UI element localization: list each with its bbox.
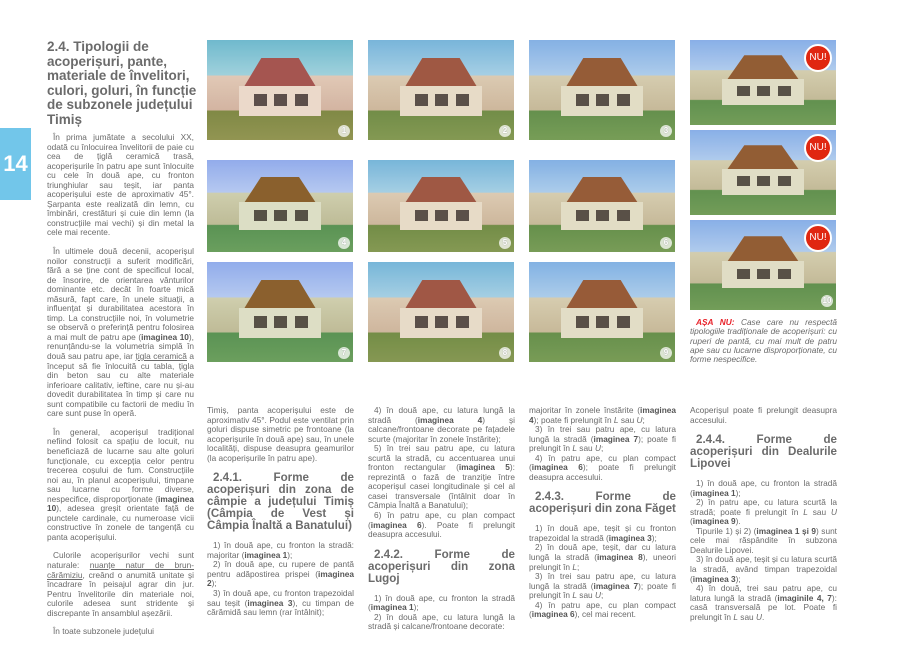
list-item: 3) în trei sau patru ape, cu latura lungă la stradă (imaginea 7); poate fi prelungit în L sau U;: [529, 571, 677, 601]
image-reference: imaginea 1: [370, 602, 414, 613]
house-photo-5: [368, 160, 514, 252]
emphasis: U: [830, 506, 837, 517]
bad-example-photo: [690, 40, 836, 125]
photo-number: 6: [660, 237, 672, 249]
image-reference: imaginea 7: [593, 433, 639, 444]
list-item: 4) în două, trei sau patru ape, cu latura lungă la stradă (imaginile 4, 7): casă transversală pe lot. Poate fi prelungit în L sau U.: [690, 583, 837, 622]
list-item: 4) în patru ape, cu plan compact (imaginea 6), cel mai recent.: [529, 599, 676, 620]
section-title: 2.4. Tipologii de acoperișuri, pante, materiale de învelitori, culori, goluri, în funcție de subzonele județului Timiș: [47, 39, 197, 127]
photo-number: 8: [499, 347, 511, 359]
list-item: majoritar în zonele înstărite (imaginea 4); poate fi prelungit în L sau U;: [529, 405, 676, 425]
paragraph: În general, acoperișul tradițional nefiind folosit ca spațiu de locuit, nu beneficiază de lucarne sau alte goluri funcționale, cu excepția celor pentru trecerea coșului de fum. Construcțiile noi au, în planul acoperișului, timpane sau lucarne cu forme diverse, nespecifice, disproporționate (imaginea 10), adesea greșit orientate față de punctele cardinale, cu numeroase vicii constructive în zonele de tangență cu panta acoperișului.: [47, 426, 194, 542]
image-reference: imaginea 8: [597, 552, 643, 563]
emphasis: U: [636, 414, 643, 425]
emphasis: L: [803, 506, 808, 517]
paragraph: În ultimele două decenii, acoperișul noilor construcții a suferit modificări, fără a se ține cont de specificul local, de însorire, de orientarea vânturilor dominante etc. decât în foarte mică măsură, fapt care, în unele situații, a influențat și durabilitatea acestora în timp. La construcțiile noi, în volumetrie se observă o preferință pentru folosirea a mai mult de patru ape (imaginea 10), renunțându-se la volumetria simplă în două sau patru ape, iar țigla ceramică a început să fie înlocuită cu tabla, țigla din beton sau cu alte materiale inferioare calitativ, ieftine, care nu și-au dovedit durabilitatea în timp și care nu sunt compatibile cu factorii de mediu în care sunt puse în operă.: [47, 246, 195, 419]
house-photo-1: [207, 40, 353, 140]
image-reference: imaginea 6: [531, 609, 575, 620]
list-item: Tipurile 1) și 2) (imaginea 1 și 9) sunt cele mai răspândite în subzona Dealurile Lipovei.: [690, 525, 837, 555]
image-reference: imaginea 3: [247, 597, 293, 608]
image-reference: imaginea 3: [608, 532, 652, 543]
subsection-heading: 2.4.3. Forme de acoperișuri din zona Făget: [529, 490, 676, 516]
nu-badge: NU!: [804, 134, 832, 162]
house-photo-9: [529, 262, 675, 362]
list-item: 6) în patru ape, cu plan compact (imaginea 6). Poate fi prelungit deasupra accesului.: [368, 510, 515, 540]
image-reference: imaginea 4: [417, 414, 483, 425]
photo-number: 1: [338, 125, 350, 137]
list-item: 2) în două ape, teșit, dar cu latura lungă la stradă (imaginea 8), uneori prelungit în L;: [529, 542, 677, 572]
house-photo-7: [207, 262, 353, 362]
photo-number: 9: [660, 347, 672, 359]
paragraph: În prima jumătate a secolului XX, odată cu înlocuirea învelitorii de paie cu cea de țiglă ceramică trasă, acoperișurile în patru ape sunt înlocuite cu cele în două ape, cu fronton triunghiular sau teșit, iar panta acoperișului este de aproximativ 45°. Șarpanta este realizată din lemn, cu îmbinări, crestături și cuie din lemn (la construcțiile mai vechi) și din metal la cele mai recente.: [47, 132, 194, 238]
subsection-heading: 2.4.2. Forme de acoperișuri din zona Lugoj: [368, 547, 515, 585]
image-reference: imaginea 1 și 9: [756, 525, 817, 536]
text-column-1: [47, 133, 194, 646]
image-reference: imaginea 3: [692, 573, 736, 584]
page-number-tab: [0, 128, 31, 200]
image-reference: imaginea 2: [207, 568, 354, 589]
image-reference: imaginea 6: [370, 519, 422, 530]
image-reference: imaginea 4: [529, 405, 676, 425]
image-reference: imaginea 7: [593, 580, 639, 591]
emphasis: L: [613, 414, 619, 425]
paragraph: În toate subzonele județului: [53, 626, 155, 637]
image-reference: imaginea 5: [458, 462, 510, 473]
list-item: 4) în două ape, cu latura lungă la stradă (imaginea 4) și calcane/frontoane decorate pe fațadele scurte (majoritar în zonele înstărite);: [368, 405, 515, 444]
list-item: 1) în două ape, cu fronton la stradă (imaginea 1);: [368, 592, 515, 613]
emphasis: L: [572, 590, 577, 601]
photo-number: 7: [338, 347, 350, 359]
photo-number: 10: [822, 296, 832, 305]
image-reference: imaginea 6: [531, 462, 583, 473]
list-item: 2) în două ape, cu rupere de pantă pentru adăpostirea prispei (imaginea 2);: [207, 559, 354, 589]
emphasis: U: [594, 590, 601, 601]
image-reference: imaginea 1: [692, 487, 736, 498]
image-reference: imaginea 10: [47, 493, 194, 514]
list-item: 1) în două ape, cu fronton la stradă (imaginea 1);: [690, 478, 837, 498]
emphasis: U: [594, 443, 601, 454]
bad-example-photo: [690, 130, 836, 215]
list-item: 2) în patru ape, cu latura scurtă la stradă; poate fi prelungit în L sau U (imaginea 9).: [690, 497, 837, 527]
nu-badge: NU!: [804, 224, 832, 252]
page-number: 14: [3, 151, 28, 176]
subsection-heading: 2.4.1. Forme de acoperișuri din zona de câmpie a județului Timiș (Câmpia de Vest și Câmpia Înaltă a Banatului): [207, 471, 354, 533]
text-column-4: [529, 406, 676, 620]
photo-number: 2: [499, 125, 511, 137]
list-item: 3) în două ape, teșit și cu latura scurtă la stradă, având timpan trapezoidal (imaginea 3);: [690, 554, 837, 584]
image-reference: imaginile 4, 7: [777, 592, 832, 603]
paragraph: Timiș, panta acoperișului este de aproximativ 45°. Podul este ventilat prin goluri dispuse simetric pe frontoane (la acoperișurile în două ape) sau, în unele localități, dispuse deasupra geamurilor (la acoperișurile în patru ape).: [207, 405, 354, 463]
emphasis: L: [733, 611, 738, 622]
photo-number: 4: [338, 237, 350, 249]
emphasis: U: [755, 611, 762, 622]
photo-number: 3: [660, 125, 672, 137]
house-photo-4: [207, 160, 353, 252]
list-item: 3) în două ape, cu fronton trapezoidal sau teșit (imaginea 3), cu timpan de cărămidă sau lemn (rar întâlnit);: [207, 588, 355, 618]
bad-example-caption: [690, 318, 837, 364]
list-item: Acoperișul poate fi prelungit deasupra accesului.: [690, 405, 837, 425]
emphasis: nuanțe natur de brun-cărămiziu: [47, 559, 194, 580]
paragraph: Culorile acoperișurilor vechi sunt naturale: nuanțe natur de brun-cărămiziu, creând o anumită unitate și încadrare în peisajul agrar din jur. Pentru învelitorile din materiale noi, culorile adesea sunt stridente și discrepante în ansamblul așezării.: [47, 550, 194, 618]
house-photo-6: [529, 160, 675, 252]
caption-lead: AȘA NU:: [696, 317, 735, 327]
image-reference: imaginea 1: [244, 549, 288, 560]
list-item: 4) în patru ape, cu plan compact (imaginea 6); poate fi prelungit deasupra accesului.: [529, 452, 676, 482]
text-column-2: [207, 406, 354, 618]
nu-badge: NU!: [804, 44, 832, 72]
house-photo-8: [368, 262, 514, 362]
image-reference: imaginea 9: [692, 516, 736, 527]
list-item: 1) în două ape, cu fronton la stradă: majoritar (imaginea 1);: [207, 540, 354, 560]
emphasis: țigla ceramică: [135, 351, 187, 362]
caption-text: Case care nu respectă tipologiile tradiționale de acoperișuri: cu ruperi de pantă, cu mai mult de patru ape sau cu lucarne disproporționate, cu forme nespecifice.: [690, 317, 837, 365]
subsection-heading: 2.4.4. Forme de acoperișuri din Dealurile Lipovei: [690, 433, 837, 471]
house-photo-3: [529, 40, 675, 140]
emphasis: L: [572, 443, 577, 454]
list-item: 3) în trei sau patru ape, cu latura lungă la stradă (imaginea 7); poate fi prelungit în L sau U;: [529, 424, 677, 454]
list-item: 2) în două ape, cu latura lungă la stradă și calcane/frontoane decorate:: [368, 611, 515, 632]
text-column-3: [368, 406, 515, 632]
photo-number: 5: [499, 237, 511, 249]
bad-example-photo: [690, 220, 836, 310]
list-item: 5) în trei sau patru ape, cu latura scurtă la stradă, cu accentuarea unui fronton rectangular (imaginea 5): reprezintă o fază de tranziție între acoperișul casei longitudinale și cel al casei transversale (întâlnit doar în Câmpia Înaltă a Banatului);: [368, 443, 515, 511]
list-item: 1) în două ape, teșit și cu fronton trapezoidal la stradă (imaginea 3);: [529, 523, 676, 543]
emphasis: L: [572, 561, 577, 572]
image-reference: imaginea 10: [141, 331, 189, 342]
house-photo-2: [368, 40, 514, 140]
text-column-5: [690, 406, 837, 622]
